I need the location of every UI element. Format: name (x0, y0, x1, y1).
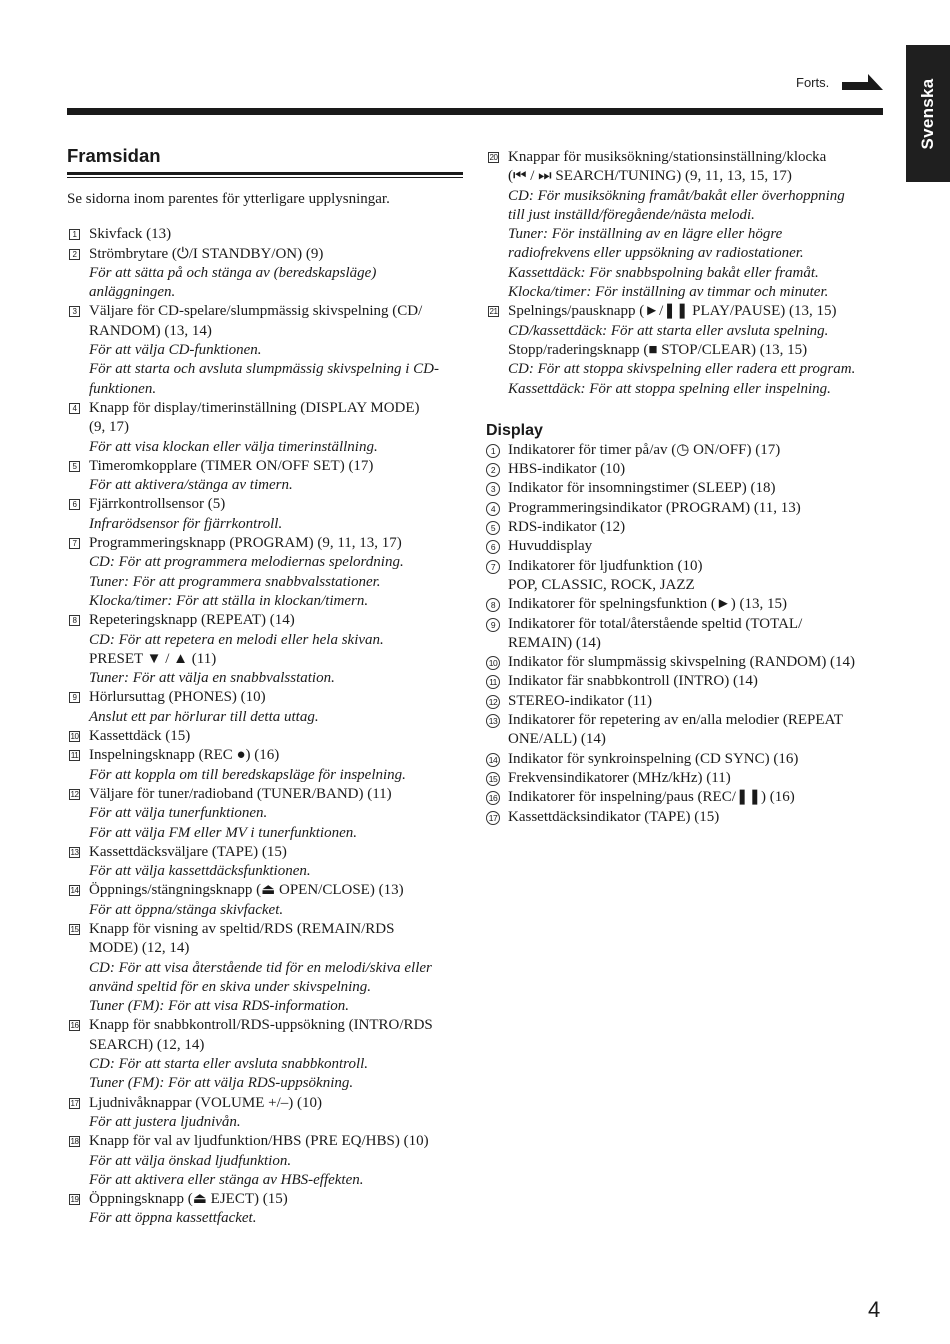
item-number: 8 (486, 598, 500, 612)
list-item (67, 843, 463, 882)
item-text: Repeteringsknapp (REPEAT) (14) (89, 612, 295, 629)
item-note: Tuner: För att programmera snabbvalsstationer. (89, 573, 381, 590)
item-note: Kassettdäck: För att stoppa spelning eller inspelning. (508, 380, 831, 397)
item-number: 17 (70, 1098, 79, 1108)
item-number: 7 (69, 538, 80, 549)
item-number: 20 (489, 153, 498, 162)
list-item (486, 537, 890, 556)
item-text: Öppningsknapp (⏏ EJECT) (15) (89, 1191, 288, 1208)
item-number: 9 (486, 618, 500, 632)
list-item (486, 788, 890, 807)
item-number: 2 (486, 463, 500, 477)
list-item (486, 615, 890, 654)
display-parts-list (486, 441, 890, 827)
item-text: Knapp för display/timerinställning (DISPLAY MODE) (89, 399, 420, 416)
page-number: 4 (868, 1297, 881, 1322)
item-note: För att välja CD-funktionen. (89, 342, 262, 359)
item-number: 17 (486, 811, 500, 825)
item-number: 5 (486, 521, 500, 535)
list-item (486, 711, 890, 750)
item-text: Indikatorer för ljudfunktion (10) (508, 557, 703, 574)
section-title-front: Framsidan (67, 145, 161, 166)
item-text: Indikatorer för inspelning/paus (REC/❚❚) (16) (508, 789, 795, 806)
item-text: Stopp/raderingsknapp (■ STOP/CLEAR) (13, 15) (508, 341, 808, 358)
item-note: Tuner (FM): För att visa RDS-information. (89, 998, 349, 1015)
list-item (486, 518, 890, 537)
item-number: 5 (69, 461, 80, 472)
item-note: CD/kassettdäck: För att starta eller avsluta spelning. (508, 322, 829, 339)
item-number: 21 (489, 307, 498, 317)
item-note: För att sätta på och stänga av (beredskapsläge) (89, 264, 377, 281)
item-number: 6 (486, 540, 500, 554)
item-text: Knapp för snabbkontroll/RDS-uppsökning (INTRO/RDS (89, 1017, 433, 1034)
list-item (67, 1132, 463, 1190)
item-note: Klocka/timer: För att ställa in klockan/timern. (89, 592, 369, 609)
item-number: 8 (69, 615, 80, 626)
item-text: Indikatorer för repetering av en/alla melodier (REPEAT (508, 712, 843, 729)
right-column (486, 148, 890, 827)
item-number: 1 (69, 229, 80, 240)
item-text: Indikatorer för spelningsfunktion (►) (13, 15) (508, 596, 787, 613)
list-item (486, 750, 890, 769)
item-number: 10 (70, 732, 79, 742)
item-number: 16 (70, 1021, 79, 1031)
item-number: 3 (486, 482, 500, 496)
item-note: För att justera ljudnivån. (89, 1113, 241, 1130)
list-item (67, 920, 463, 1016)
item-text: HBS-indikator (10) (508, 461, 626, 478)
item-text: Indikatorer för total/återstående speltid (TOTAL/ (508, 615, 803, 632)
item-text: Programmeringsknapp (PROGRAM) (9, 11, 13, 17) (89, 535, 402, 552)
item-number: 14 (70, 886, 79, 896)
item-number: 15 (486, 772, 500, 786)
list-item (67, 245, 463, 303)
item-number: 14 (486, 753, 500, 767)
item-number: 16 (486, 791, 500, 805)
item-number: 12 (486, 695, 500, 709)
item-text: POP, CLASSIC, ROCK, JAZZ (508, 576, 695, 593)
intro-text: Se sidorna inom parentes för ytterligare upplysningar. (67, 191, 390, 207)
item-number: 6 (69, 499, 80, 510)
list-item (67, 1190, 463, 1229)
item-text: Kassettdäcksindikator (TAPE) (15) (508, 808, 720, 825)
item-note: Infrarödsensor för fjärrkontroll. (89, 515, 283, 532)
item-number: 11 (70, 751, 79, 761)
front-parts-list (67, 225, 463, 1228)
item-text: Indikator för synkroinspelning (CD SYNC) (16) (508, 750, 799, 767)
list-item (486, 808, 890, 827)
item-note: För att aktivera/stänga av timern. (89, 477, 293, 494)
item-note: CD: För att visa återstående tid för en melodi/skiva eller (89, 959, 432, 976)
item-text: RANDOM) (13, 14) (89, 322, 212, 339)
list-item (486, 769, 890, 788)
item-number: 11 (486, 675, 500, 689)
item-note: För att aktivera eller stänga av HBS-effekten. (89, 1171, 364, 1188)
item-text: Knapp för val av ljudfunktion/HBS (PRE EQ/HBS) (10) (89, 1133, 429, 1150)
item-text: Kassettdäcksväljare (TAPE) (15) (89, 843, 287, 860)
list-item (486, 148, 890, 302)
list-item (486, 441, 890, 460)
item-number: 18 (70, 1137, 79, 1147)
item-number: 13 (486, 714, 500, 728)
item-number: 3 (69, 306, 80, 317)
list-item (67, 534, 463, 611)
item-note: För att välja FM eller MV i tunerfunktionen. (89, 824, 358, 841)
title-rule-thin (67, 177, 463, 178)
item-text: ONE/ALL) (14) (508, 731, 606, 748)
item-note: till just inställd/föregående/nästa melodi. (508, 206, 755, 223)
item-note: använd speltid för en skiva under skivspelning. (89, 978, 372, 995)
language-tab (906, 45, 950, 182)
item-number: 9 (69, 692, 80, 703)
item-note: För att visa klockan eller välja timerinställning. (89, 438, 378, 455)
item-note: Klocka/timer: För inställning av timmar och minuter. (508, 284, 829, 301)
list-item (67, 457, 463, 496)
list-item (486, 479, 890, 498)
item-text: Indikator fär snabbkontroll (INTRO) (14) (508, 673, 758, 690)
item-text: Skivfack (13) (89, 226, 172, 243)
continued-arrow-icon (842, 71, 884, 93)
list-item (67, 727, 463, 746)
item-text: Hörlursuttag (PHONES) (10) (89, 689, 266, 706)
list-item (486, 653, 890, 672)
item-text: Indikator för insomningstimer (SLEEP) (18) (508, 480, 776, 497)
item-note: CD: För att stoppa skivspelning eller radera ett program. (508, 361, 856, 378)
section-title-display: Display (486, 421, 543, 439)
list-item (67, 225, 463, 244)
item-text: Knapp för visning av speltid/RDS (REMAIN/RDS (89, 920, 395, 937)
list-item (486, 692, 890, 711)
item-number: 2 (69, 249, 80, 260)
item-number: 12 (70, 789, 79, 799)
item-note: För att öppna kassettfacket. (89, 1210, 257, 1227)
item-note: För att starta och avsluta slumpmässig skivspelning i CD- (89, 361, 439, 378)
list-item (67, 881, 463, 920)
list-item (486, 499, 890, 518)
item-text: Indikatorer för timer på/av (◷ ON/OFF) (17) (508, 441, 781, 458)
item-text: Öppnings/stängningsknapp (⏏ OPEN/CLOSE) (13) (89, 882, 404, 899)
list-item (67, 611, 463, 688)
item-text: MODE) (12, 14) (89, 940, 190, 957)
item-note: Kassettdäck: För snabbspolning bakåt eller framåt. (508, 264, 819, 281)
continued-label: Forts. (796, 75, 830, 90)
item-text: REMAIN) (14) (508, 634, 601, 651)
item-number: 19 (70, 1195, 79, 1205)
left-column (67, 140, 463, 1229)
item-note: För att välja önskad ljudfunktion. (89, 1152, 292, 1169)
item-number: 1 (486, 444, 500, 458)
item-text: Programmeringsindikator (PROGRAM) (11, 13) (508, 499, 801, 516)
item-text: Strömbrytare (⏻/I STANDBY/ON) (9) (89, 245, 324, 262)
item-note: För att välja tunerfunktionen. (89, 805, 268, 822)
list-item (67, 302, 463, 398)
item-note: funktionen. (89, 380, 157, 397)
item-number: 10 (486, 656, 500, 670)
item-note: Anslut ett par hörlurar till detta uttag. (89, 708, 319, 725)
item-text: Knappar för musiksökning/stationsinställning/klocka (508, 149, 827, 165)
item-note: radiofrekvens eller uppsökning av radiostationer. (508, 245, 804, 262)
front-parts-list-continued (486, 148, 890, 399)
item-text: (⏮ / ⏭ SEARCH/TUNING) (9, 11, 13, 15, 17) (508, 168, 792, 185)
item-note: För att koppla om till beredskapsläge för inspelning. (89, 766, 406, 783)
item-text: Fjärrkontrollsensor (5) (89, 496, 226, 513)
list-item (67, 399, 463, 457)
list-item (67, 688, 463, 727)
item-note: För att välja kassettdäcksfunktionen. (89, 863, 311, 880)
item-number: 15 (70, 924, 79, 934)
item-note: Tuner: För att välja en snabbvalsstation. (89, 670, 335, 687)
item-text: STEREO-indikator (11) (508, 692, 653, 709)
item-note: anläggningen. (89, 284, 176, 301)
list-item (67, 1094, 463, 1133)
item-number: 7 (486, 560, 500, 574)
item-text: Indikator för slumpmässig skivspelning (RANDOM) (14) (508, 654, 856, 671)
item-text: RDS-indikator (12) (508, 519, 626, 536)
list-item (67, 1016, 463, 1093)
item-number: 4 (486, 502, 500, 516)
item-text: Spelnings/pausknapp (►/❚❚ PLAY/PAUSE) (13, 15) (508, 303, 837, 320)
list-item (67, 746, 463, 785)
item-note: Tuner (FM): För att välja RDS-uppsökning. (89, 1075, 354, 1092)
item-text: Inspelningsknapp (REC ●) (16) (89, 747, 280, 764)
item-text: Kassettdäck (15) (89, 728, 191, 745)
item-note: CD: För att programmera melodiernas spelordning. (89, 554, 404, 571)
item-number: 4 (69, 403, 80, 414)
item-text: (9, 17) (89, 419, 129, 436)
item-text: PRESET ▼ / ▲ (11) (89, 650, 217, 667)
list-item (67, 785, 463, 843)
list-item (486, 672, 890, 691)
item-text: Ljudnivåknappar (VOLUME +/–) (10) (89, 1094, 322, 1111)
item-text: Frekvensindikatorer (MHz/kHz) (11) (508, 769, 731, 786)
item-text: SEARCH) (12, 14) (89, 1036, 205, 1053)
list-item (67, 495, 463, 534)
item-note: CD: För att repetera en melodi eller hela skivan. (89, 631, 384, 648)
item-text: Timeromkopplare (TIMER ON/OFF SET) (17) (89, 457, 374, 474)
list-item (486, 460, 890, 479)
item-note: CD: För musiksökning framåt/bakåt eller överhoppning (508, 187, 845, 204)
list-item (486, 595, 890, 614)
list-item (486, 302, 890, 398)
language-tab-label: Svenska (918, 77, 937, 150)
item-text: Huvuddisplay (508, 538, 593, 555)
item-number: 13 (70, 847, 79, 857)
item-note: För att öppna/stänga skivfacket. (89, 901, 284, 918)
item-text: Väljare för tuner/radioband (TUNER/BAND) (11) (89, 785, 392, 802)
list-item (486, 557, 890, 596)
title-rule-thick (67, 172, 463, 175)
item-note: Tuner: För inställning av en lägre eller högre (508, 226, 783, 243)
header-rule (67, 108, 883, 115)
item-text: Väljare för CD-spelare/slumpmässig skivspelning (CD/ (89, 303, 423, 320)
item-note: CD: För att starta eller avsluta snabbkontroll. (89, 1056, 369, 1073)
